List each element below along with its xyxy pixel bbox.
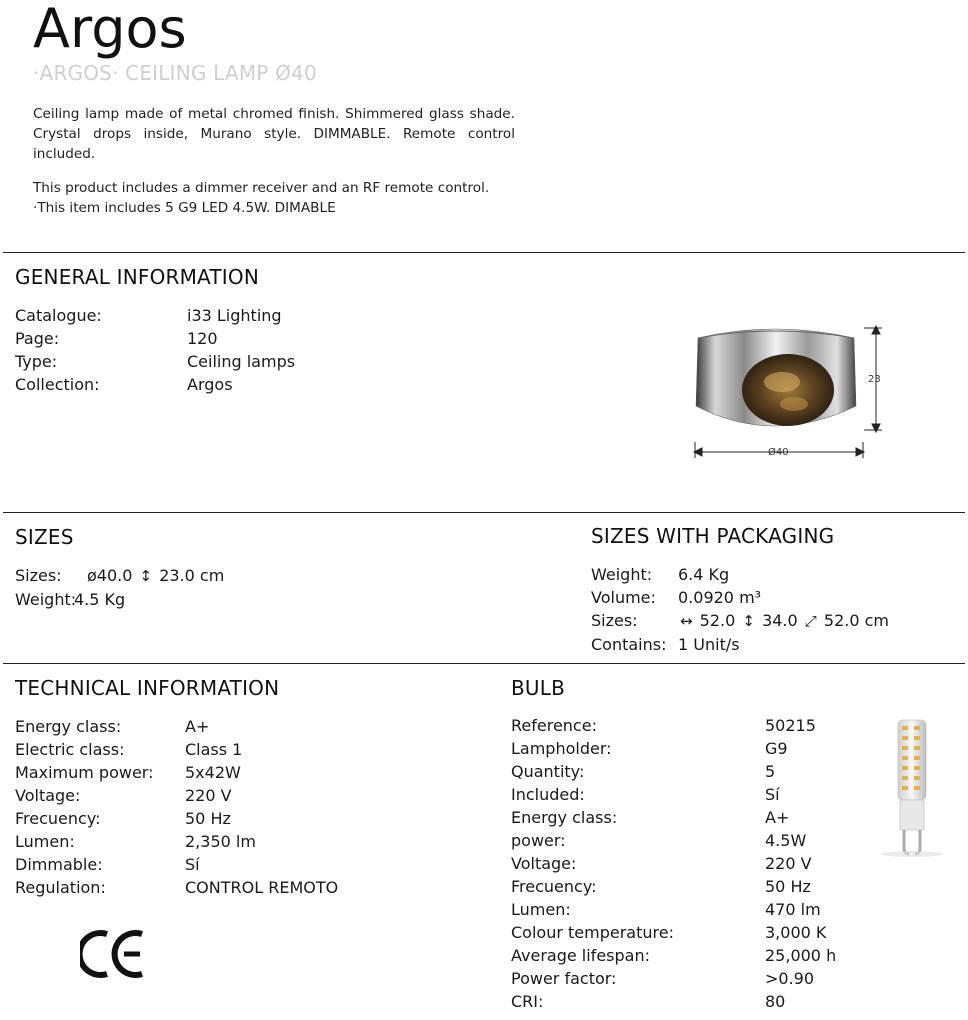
packaging-row bbox=[591, 609, 889, 633]
diameter-value: ø40.0 bbox=[87, 566, 133, 585]
bulb-row bbox=[511, 806, 836, 829]
field-label: Frecuency: bbox=[511, 877, 597, 896]
field-label: Lumen: bbox=[511, 900, 571, 919]
section-divider bbox=[3, 663, 965, 664]
field-label: Frecuency: bbox=[15, 809, 101, 828]
field-value: 120 bbox=[187, 329, 218, 348]
field-value: >0.90 bbox=[765, 969, 815, 988]
field-value: 220 V bbox=[185, 786, 232, 805]
bulb-table bbox=[511, 714, 836, 1013]
bulb-row bbox=[511, 714, 836, 737]
height-arrow-icon: ↕ bbox=[139, 567, 153, 585]
field-label: Lampholder: bbox=[511, 739, 612, 758]
field-label: Included: bbox=[511, 785, 585, 804]
general-info-heading: GENERAL INFORMATION bbox=[15, 265, 260, 289]
depth-value: 52.0 cm bbox=[823, 611, 889, 630]
sizes-table bbox=[15, 564, 224, 611]
packaging-row bbox=[591, 633, 889, 656]
field-value: Sí bbox=[765, 785, 780, 804]
field-label: Voltage: bbox=[15, 786, 81, 805]
technical-row bbox=[15, 830, 338, 853]
field-value: 470 lm bbox=[765, 900, 821, 919]
sizes-heading: SIZES bbox=[15, 525, 74, 549]
field-label: Contains: bbox=[591, 635, 667, 654]
height-value: 23.0 cm bbox=[159, 566, 225, 585]
packaging-heading: SIZES WITH PACKAGING bbox=[591, 524, 835, 548]
bulb-heading: BULB bbox=[511, 676, 566, 700]
field-value: 4.5W bbox=[765, 831, 807, 850]
g9-bulb-image bbox=[876, 716, 946, 858]
field-value bbox=[678, 609, 889, 633]
technical-heading: TECHNICAL INFORMATION bbox=[15, 676, 280, 700]
field-label: Colour temperature: bbox=[511, 923, 674, 942]
field-value: 50215 bbox=[765, 716, 816, 735]
section-divider bbox=[3, 252, 965, 253]
field-value: Argos bbox=[187, 375, 233, 394]
field-value: 80 bbox=[765, 992, 786, 1011]
technical-row bbox=[15, 807, 338, 830]
field-value: CONTROL REMOTO bbox=[185, 878, 339, 897]
field-label: Dimmable: bbox=[15, 855, 103, 874]
field-value: Sí bbox=[185, 855, 200, 874]
field-value: i33 Lighting bbox=[187, 306, 282, 325]
sizes-row bbox=[15, 588, 224, 611]
general-info-table bbox=[15, 304, 295, 396]
technical-row bbox=[15, 715, 338, 738]
field-value: A+ bbox=[765, 808, 790, 827]
field-label: Weight: bbox=[15, 590, 77, 609]
bulb-row bbox=[511, 990, 836, 1013]
field-value bbox=[87, 564, 224, 588]
field-label: Catalogue: bbox=[15, 306, 102, 325]
field-value: 3,000 K bbox=[765, 923, 827, 942]
technical-table bbox=[15, 715, 338, 899]
field-value: G9 bbox=[765, 739, 788, 758]
product-description bbox=[33, 104, 515, 164]
technical-row bbox=[15, 784, 338, 807]
field-value: 0.0920 m³ bbox=[678, 588, 762, 607]
field-label: Electric class: bbox=[15, 740, 125, 759]
general-row bbox=[15, 304, 295, 327]
packaging-row bbox=[591, 586, 889, 609]
field-value: 4.5 Kg bbox=[74, 590, 126, 609]
ce-mark-icon bbox=[80, 928, 146, 980]
field-label: Page: bbox=[15, 329, 60, 348]
field-label: Collection: bbox=[15, 375, 100, 394]
depth-arrow-icon: ⤢ bbox=[804, 612, 817, 630]
field-label: Energy class: bbox=[15, 717, 122, 736]
technical-row bbox=[15, 876, 338, 899]
field-value: Ceiling lamps bbox=[187, 352, 296, 371]
field-label: Average lifespan: bbox=[511, 946, 650, 965]
field-value: 220 V bbox=[765, 854, 812, 873]
width-arrow-icon: ↔ bbox=[680, 612, 693, 630]
general-row bbox=[15, 350, 295, 373]
field-value: 25,000 h bbox=[765, 946, 837, 965]
field-label: Lumen: bbox=[15, 832, 75, 851]
packaging-row bbox=[591, 563, 889, 586]
field-label: Reference: bbox=[511, 716, 597, 735]
bulb-row bbox=[511, 760, 836, 783]
general-row bbox=[15, 327, 295, 350]
technical-row bbox=[15, 738, 338, 761]
bulb-row bbox=[511, 898, 836, 921]
sizes-row bbox=[15, 564, 224, 588]
lamp-dimension-drawing bbox=[686, 318, 896, 463]
field-label: Volume: bbox=[591, 588, 656, 607]
field-value: A+ bbox=[185, 717, 210, 736]
field-label: Sizes: bbox=[591, 611, 638, 630]
lamp-shade bbox=[696, 329, 856, 426]
bulb-row bbox=[511, 852, 836, 875]
packaging-table bbox=[591, 563, 889, 656]
description-note-2: ·This item includes 5 G9 LED 4.5W. DIMABLE bbox=[33, 200, 336, 216]
width-value: 52.0 bbox=[699, 611, 736, 630]
height-label: 23 bbox=[868, 374, 881, 385]
field-label: Weight: bbox=[591, 565, 653, 584]
bulb-row bbox=[511, 967, 836, 990]
description-note-1: This product includes a dimmer receiver and an RF remote control. bbox=[33, 180, 490, 196]
height-value: 34.0 bbox=[762, 611, 798, 630]
field-value: 2,350 lm bbox=[185, 832, 256, 851]
product-notes bbox=[33, 178, 515, 218]
field-label: CRI: bbox=[511, 992, 544, 1011]
field-label: power: bbox=[511, 831, 566, 850]
section-divider bbox=[3, 512, 965, 513]
field-value: 50 Hz bbox=[185, 809, 231, 828]
field-label: Type: bbox=[15, 352, 58, 371]
field-label: Voltage: bbox=[511, 854, 577, 873]
height-arrow-icon: ↕ bbox=[742, 612, 755, 630]
field-value: 5x42W bbox=[185, 763, 241, 782]
product-subtitle: ·ARGOS· CEILING LAMP Ø40 bbox=[33, 61, 317, 85]
bulb-row bbox=[511, 783, 836, 806]
bulb-row bbox=[511, 829, 836, 852]
general-row bbox=[15, 373, 295, 396]
page-title: Argos bbox=[33, 0, 187, 60]
field-label: Maximum power: bbox=[15, 763, 154, 782]
bulb-row bbox=[511, 944, 836, 967]
field-value: 1 Unit/s bbox=[678, 635, 740, 654]
field-label: Sizes: bbox=[15, 566, 62, 585]
diameter-label: Ø40 bbox=[768, 447, 789, 458]
field-label: Power factor: bbox=[511, 969, 617, 988]
bulb-row bbox=[511, 875, 836, 898]
field-label: Quantity: bbox=[511, 762, 585, 781]
field-label: Energy class: bbox=[511, 808, 618, 827]
field-value: Class 1 bbox=[185, 740, 243, 759]
bulb-row bbox=[511, 737, 836, 760]
field-value: 6.4 Kg bbox=[678, 565, 730, 584]
bulb-row bbox=[511, 921, 836, 944]
description-paragraph: Ceiling lamp made of metal chromed finish. Shimmered glass shade. Crystal drops inside, Murano style. DIMMABLE. Remote control included. bbox=[33, 106, 515, 162]
technical-row bbox=[15, 761, 338, 784]
technical-row bbox=[15, 853, 338, 876]
field-value: 5 bbox=[765, 762, 776, 781]
field-value: 50 Hz bbox=[765, 877, 811, 896]
field-label: Regulation: bbox=[15, 878, 106, 897]
